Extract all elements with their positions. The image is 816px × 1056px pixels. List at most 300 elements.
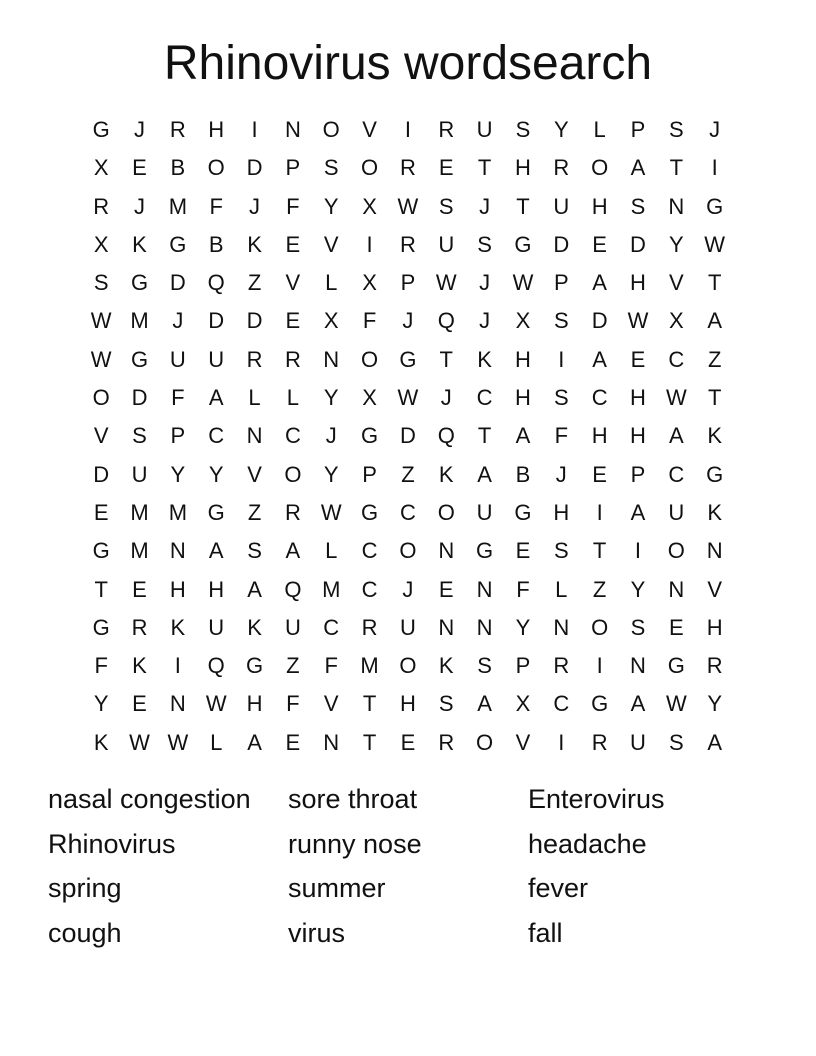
grid-letter: S: [93, 270, 109, 296]
grid-letter: T: [477, 155, 492, 181]
grid-letter: G: [92, 538, 110, 564]
grid-letter: H: [246, 691, 263, 717]
grid-letter: L: [325, 538, 338, 564]
grid-letter: E: [285, 231, 301, 257]
grid-letter: K: [93, 729, 109, 755]
grid-letter: I: [558, 729, 565, 755]
grid-letter: R: [706, 653, 723, 679]
grid-letter: W: [205, 691, 227, 717]
grid-letter: D: [208, 308, 225, 334]
grid-letter: J: [134, 193, 146, 219]
grid-letter: Y: [707, 691, 723, 717]
grid-letter: V: [323, 691, 339, 717]
grid-letter: G: [706, 193, 724, 219]
grid-letter: A: [707, 729, 723, 755]
grid-letter: V: [707, 576, 723, 602]
word-list-item: nasal congestion: [48, 784, 251, 814]
grid-letter: X: [362, 385, 377, 411]
grid-letter: Q: [437, 308, 455, 334]
grid-letter: W: [512, 270, 534, 296]
word-list-item: summer: [288, 873, 386, 904]
grid-letter: C: [476, 385, 493, 411]
grid-letter: D: [93, 461, 110, 487]
grid-letter: E: [630, 346, 646, 372]
grid-letter: C: [668, 461, 685, 487]
grid-letter: T: [516, 193, 530, 219]
grid-letter: D: [630, 231, 646, 257]
grid-letter: T: [477, 423, 492, 449]
grid-letter: A: [630, 691, 646, 717]
grid-letter: X: [515, 308, 531, 334]
grid-letter: P: [553, 270, 569, 296]
grid-letter: S: [553, 538, 569, 564]
grid-letter: Z: [592, 576, 607, 602]
grid-letter: P: [285, 155, 301, 181]
grid-letter: O: [361, 346, 379, 372]
grid-letter: A: [592, 270, 607, 296]
grid-letter: K: [170, 614, 186, 640]
word-list-item: fall: [528, 918, 563, 949]
grid-letter: F: [516, 576, 530, 602]
letter-grid: [82, 111, 734, 762]
grid-letter: S: [515, 117, 531, 142]
grid-letter: A: [668, 423, 684, 449]
grid-letter: R: [553, 155, 570, 181]
grid-letter: S: [477, 653, 492, 679]
grid-letter: G: [130, 346, 149, 372]
grid-letter: E: [438, 576, 454, 602]
grid-letter: I: [366, 231, 373, 257]
grid-letter: I: [711, 155, 718, 181]
word-list-item: virus: [288, 918, 346, 949]
grid-letter: K: [438, 653, 454, 679]
grid-letter: U: [169, 346, 186, 372]
grid-letter: U: [284, 614, 301, 640]
grid-letter: F: [94, 653, 108, 679]
grid-letter: D: [246, 308, 263, 334]
grid-letter: W: [704, 231, 726, 257]
grid-letter: J: [325, 423, 337, 449]
grid-letter: N: [630, 653, 646, 679]
grid-letter: U: [630, 729, 646, 755]
grid-letter: B: [208, 231, 224, 257]
grid-letter: J: [402, 308, 414, 334]
grid-letter: J: [402, 576, 414, 602]
grid-letter: X: [93, 155, 109, 181]
grid-letter: F: [324, 653, 338, 679]
grid-letter: Y: [170, 461, 186, 487]
grid-letter: V: [362, 117, 377, 142]
grid-letter: Y: [323, 385, 339, 411]
grid-letter: Y: [323, 461, 339, 487]
grid-letter: S: [630, 614, 646, 640]
grid-letter: H: [591, 193, 608, 219]
grid-letter: G: [169, 231, 187, 257]
grid-letter: N: [476, 614, 493, 640]
grid-letter: E: [668, 614, 684, 640]
grid-letter: W: [90, 308, 112, 334]
grid-letter: A: [477, 691, 492, 717]
grid-letter: C: [361, 538, 378, 564]
grid-letter: Q: [207, 653, 225, 679]
grid-letter: N: [668, 193, 685, 219]
grid-letter: H: [208, 117, 225, 142]
grid-letter: T: [94, 576, 108, 602]
grid-letter: N: [284, 117, 301, 142]
grid-letter: U: [131, 461, 148, 487]
grid-letter: J: [134, 117, 146, 142]
grid-letter: Z: [247, 499, 262, 525]
grid-letter: F: [171, 385, 185, 411]
grid-letter: H: [208, 576, 225, 602]
grid-letter: G: [207, 499, 225, 525]
grid-letter: O: [399, 538, 417, 564]
grid-letter: A: [630, 155, 646, 181]
grid-letter: M: [130, 538, 149, 564]
grid-letter: E: [592, 231, 607, 257]
grid-letter: X: [93, 231, 109, 257]
grid-letter: D: [246, 155, 263, 181]
grid-letter: E: [132, 691, 147, 717]
grid-letter: S: [553, 308, 569, 334]
grid-letter: U: [438, 231, 455, 257]
grid-letter: U: [399, 614, 416, 640]
grid-letter: J: [479, 308, 491, 334]
grid-letter: F: [362, 308, 377, 334]
grid-letter: C: [668, 346, 685, 372]
grid-letter: J: [555, 461, 567, 487]
grid-letter: K: [132, 231, 147, 257]
grid-letter: F: [554, 423, 569, 449]
grid-letter: D: [591, 308, 608, 334]
grid-letter: O: [667, 538, 685, 564]
grid-letter: R: [284, 346, 301, 372]
grid-letter: E: [515, 538, 531, 564]
grid-letter: S: [668, 117, 684, 142]
grid-letter: P: [630, 117, 646, 142]
grid-row: [82, 647, 734, 685]
grid-letter: Y: [93, 691, 109, 717]
grid-letter: U: [208, 346, 225, 372]
grid-letter: W: [627, 308, 649, 334]
grid-letter: J: [709, 117, 721, 142]
grid-letter: N: [476, 576, 493, 602]
grid-letter: F: [286, 193, 300, 219]
grid-letter: G: [476, 538, 494, 564]
grid-letter: E: [93, 499, 109, 525]
grid-letter: W: [167, 729, 189, 755]
grid-letter: H: [515, 385, 531, 411]
grid-letter: K: [132, 653, 147, 679]
grid-letter: W: [129, 729, 150, 755]
word-list-item: spring: [48, 873, 122, 904]
grid-letter: X: [323, 308, 339, 334]
grid-row: [82, 341, 734, 379]
grid-letter: X: [362, 193, 377, 219]
grid-letter: I: [596, 499, 603, 525]
grid-letter: U: [476, 117, 493, 142]
grid-letter: H: [553, 499, 570, 525]
grid-letter: T: [362, 729, 377, 755]
grid-letter: W: [665, 385, 687, 411]
grid-letter: L: [555, 576, 568, 602]
grid-letter: G: [361, 423, 379, 449]
grid-row: [82, 264, 734, 302]
grid-letter: R: [93, 193, 110, 219]
grid-letter: Y: [515, 614, 531, 640]
grid-row: [82, 609, 734, 647]
grid-letter: P: [170, 423, 186, 449]
grid-letter: L: [593, 117, 606, 142]
grid-letter: K: [247, 231, 262, 257]
grid-letter: V: [668, 270, 684, 296]
grid-letter: M: [168, 499, 188, 525]
grid-letter: T: [707, 385, 722, 411]
grid-letter: Y: [630, 576, 646, 602]
grid-letter: G: [399, 346, 417, 372]
grid-letter: W: [435, 270, 457, 296]
grid-letter: S: [247, 538, 262, 564]
grid-letter: I: [558, 346, 565, 372]
grid-letter: G: [667, 653, 685, 679]
grid-letter: T: [362, 691, 377, 717]
grid-letter: G: [514, 499, 532, 525]
grid-letter: J: [440, 385, 452, 411]
word-list: [48, 780, 768, 959]
grid-row: [82, 226, 734, 264]
word-list-item: Enterovirus: [528, 784, 665, 814]
grid-letter: Z: [401, 461, 415, 487]
grid-letter: M: [130, 308, 149, 334]
grid-letter: N: [246, 423, 263, 449]
grid-letter: R: [399, 231, 416, 257]
grid-row: [82, 302, 734, 340]
grid-letter: A: [630, 499, 646, 525]
grid-letter: Z: [286, 653, 300, 679]
grid-letter: M: [130, 499, 149, 525]
grid-letter: P: [400, 270, 416, 296]
page-title: Rhinovirus wordsearch: [163, 37, 653, 90]
grid-letter: K: [707, 499, 723, 525]
grid-letter: E: [285, 308, 301, 334]
grid-letter: R: [399, 155, 416, 181]
grid-letter: I: [404, 117, 411, 142]
grid-letter: B: [515, 461, 531, 487]
grid-letter: G: [591, 691, 609, 717]
grid-row: [82, 111, 734, 149]
grid-row: [82, 685, 734, 723]
grid-letter: E: [592, 461, 607, 487]
grid-letter: L: [210, 729, 223, 755]
grid-letter: R: [361, 614, 378, 640]
grid-letter: S: [630, 193, 646, 219]
grid-letter: T: [592, 538, 607, 564]
grid-letter: H: [515, 346, 531, 372]
grid-letter: Q: [284, 576, 302, 602]
grid-letter: H: [591, 423, 608, 449]
grid-letter: F: [209, 193, 223, 219]
grid-letter: N: [169, 538, 186, 564]
word-list-item: sore throat: [288, 784, 418, 814]
grid-letter: W: [397, 193, 419, 219]
grid-letter: A: [247, 576, 262, 602]
grid-letter: S: [438, 193, 454, 219]
grid-letter: H: [630, 385, 646, 411]
grid-row: [82, 417, 734, 455]
grid-letter: J: [479, 193, 491, 219]
grid-letter: L: [248, 385, 261, 411]
grid-letter: O: [591, 614, 609, 640]
grid-letter: O: [284, 461, 302, 487]
grid-letter: O: [207, 155, 225, 181]
grid-letter: U: [553, 193, 570, 219]
grid-letter: H: [515, 155, 531, 181]
grid-letter: A: [707, 308, 723, 334]
word-list-item: headache: [528, 828, 647, 859]
grid-letter: J: [249, 193, 261, 219]
grid-row: [82, 494, 734, 532]
grid-letter: Y: [553, 117, 569, 142]
grid-letter: O: [399, 653, 417, 679]
grid-letter: S: [323, 155, 339, 181]
grid-letter: A: [285, 538, 301, 564]
grid-letter: A: [477, 461, 492, 487]
grid-letter: S: [132, 423, 147, 449]
grid-letter: E: [285, 729, 301, 755]
grid-letter: Q: [207, 270, 225, 296]
grid-letter: K: [477, 346, 492, 372]
grid-letter: N: [438, 614, 455, 640]
grid-letter: G: [92, 117, 110, 142]
grid-letter: I: [174, 653, 181, 679]
grid-letter: D: [131, 385, 148, 411]
grid-letter: C: [208, 423, 225, 449]
grid-letter: C: [284, 423, 301, 449]
grid-letter: R: [131, 614, 148, 640]
grid-letter: D: [399, 423, 416, 449]
grid-letter: R: [553, 653, 570, 679]
word-list-item: runny nose: [288, 828, 422, 859]
grid-letter: C: [361, 576, 378, 602]
grid-letter: J: [172, 308, 184, 334]
grid-letter: R: [438, 729, 455, 755]
grid-letter: N: [706, 538, 723, 564]
grid-letter: M: [360, 653, 379, 679]
grid-letter: W: [320, 499, 342, 525]
grid-letter: U: [208, 614, 225, 640]
grid-letter: P: [630, 461, 646, 487]
grid-letter: A: [208, 538, 224, 564]
grid-row: [82, 379, 734, 417]
grid-letter: J: [479, 270, 491, 296]
grid-letter: D: [169, 270, 186, 296]
grid-letter: F: [286, 691, 300, 717]
grid-letter: R: [169, 117, 186, 142]
grid-row: [82, 149, 734, 187]
grid-letter: Y: [208, 461, 224, 487]
grid-letter: O: [437, 499, 455, 525]
grid-letter: T: [669, 155, 684, 181]
grid-letter: N: [668, 576, 685, 602]
grid-letter: V: [515, 729, 531, 755]
grid-letter: R: [284, 499, 301, 525]
grid-letter: S: [668, 729, 684, 755]
grid-letter: C: [553, 691, 570, 717]
grid-row: [82, 532, 734, 570]
grid-letter: G: [361, 499, 379, 525]
grid-row: [82, 571, 734, 609]
grid-letter: K: [438, 461, 454, 487]
grid-letter: E: [132, 155, 147, 181]
grid-letter: E: [132, 576, 147, 602]
grid-letter: X: [668, 308, 684, 334]
grid-letter: H: [169, 576, 186, 602]
grid-letter: N: [323, 346, 340, 372]
grid-letter: T: [439, 346, 453, 372]
grid-letter: G: [245, 653, 264, 679]
grid-letter: X: [515, 691, 531, 717]
grid-letter: O: [92, 385, 110, 411]
grid-letter: N: [438, 538, 455, 564]
grid-letter: I: [634, 538, 642, 564]
grid-letter: S: [477, 231, 492, 257]
grid-letter: T: [707, 270, 722, 296]
grid-letter: U: [476, 499, 493, 525]
grid-letter: G: [706, 461, 724, 487]
grid-letter: V: [93, 423, 109, 449]
grid-letter: K: [707, 423, 723, 449]
grid-letter: H: [630, 270, 646, 296]
grid-letter: N: [323, 729, 340, 755]
grid-letter: I: [251, 117, 258, 142]
grid-letter: E: [400, 729, 416, 755]
grid-letter: A: [592, 346, 607, 372]
grid-row: [82, 456, 734, 494]
grid-letter: R: [246, 346, 263, 372]
grid-row: [82, 188, 734, 226]
grid-letter: R: [591, 729, 608, 755]
grid-letter: B: [170, 155, 186, 181]
grid-letter: P: [362, 461, 377, 487]
grid-letter: N: [553, 614, 570, 640]
grid-letter: W: [397, 385, 419, 411]
grid-letter: Q: [437, 423, 455, 449]
grid-letter: O: [361, 155, 379, 181]
grid-letter: Y: [323, 193, 339, 219]
word-list-item: fever: [528, 873, 589, 904]
grid-letter: X: [362, 270, 377, 296]
grid-letter: C: [591, 385, 608, 411]
grid-letter: A: [515, 423, 531, 449]
grid-letter: N: [169, 691, 186, 717]
grid-letter: P: [515, 653, 531, 679]
grid-letter: Y: [668, 231, 684, 257]
grid-letter: O: [322, 117, 340, 142]
grid-letter: G: [92, 614, 110, 640]
grid-letter: O: [476, 729, 494, 755]
grid-letter: K: [247, 614, 262, 640]
word-list-item: cough: [48, 918, 122, 949]
grid-letter: H: [399, 691, 416, 717]
grid-letter: S: [553, 385, 569, 411]
grid-letter: L: [325, 270, 338, 296]
grid-letter: H: [706, 614, 723, 640]
grid-letter: G: [514, 231, 532, 257]
grid-letter: A: [247, 729, 262, 755]
word-list-item: Rhinovirus: [48, 828, 176, 859]
grid-letter: I: [596, 653, 603, 679]
grid-letter: O: [591, 155, 609, 181]
